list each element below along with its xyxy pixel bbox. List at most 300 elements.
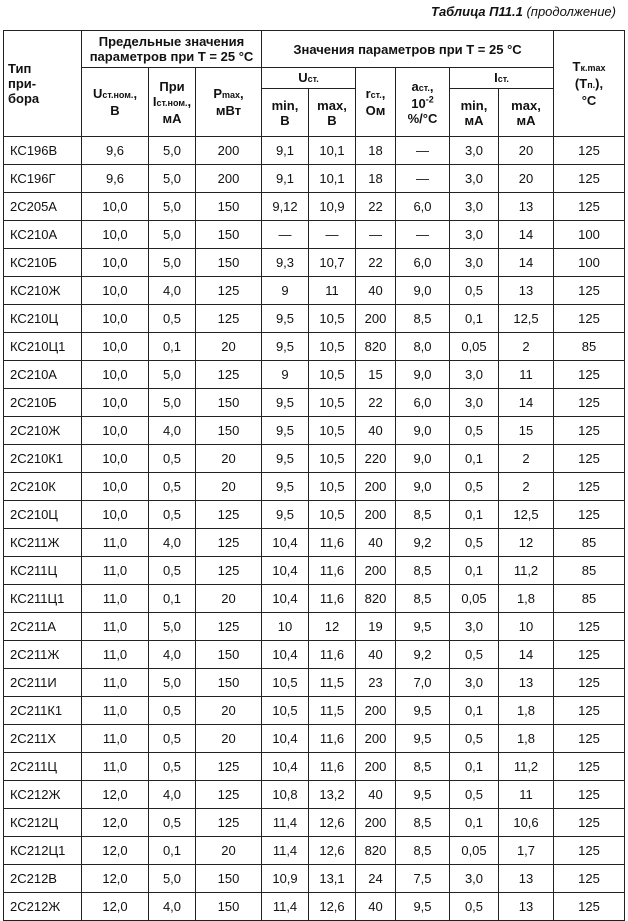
cell-u-nom: 11,0: [82, 585, 149, 613]
cell-p-max: 150: [196, 641, 262, 669]
cell-p-max: 125: [196, 501, 262, 529]
cell-u-min: 10,5: [262, 669, 309, 697]
table-row: [4, 837, 625, 865]
cell-u-max: 11,6: [309, 753, 356, 781]
cell-r: 200: [356, 809, 396, 837]
cell-u-min: 11,4: [262, 809, 309, 837]
cell-u-min: 10,4: [262, 585, 309, 613]
cell-p-max: 125: [196, 529, 262, 557]
cell-u-nom: 11,0: [82, 697, 149, 725]
cell-t: 125: [554, 613, 625, 641]
cell-u-nom: 10,0: [82, 305, 149, 333]
cell-p-max: 150: [196, 389, 262, 417]
cell-u-max: 10,9: [309, 193, 356, 221]
cell-type: КС212Ц1: [4, 837, 82, 865]
cell-i-min: 3,0: [450, 249, 499, 277]
cell-t: 125: [554, 641, 625, 669]
cell-i-min: 0,5: [450, 893, 499, 921]
cell-u-min: 11,4: [262, 837, 309, 865]
cell-a: 9,0: [396, 361, 450, 389]
cell-u-max: 11,5: [309, 669, 356, 697]
cell-u-nom: 10,0: [82, 417, 149, 445]
cell-i-max: 13: [499, 669, 554, 697]
header-r-st: rст., Ом: [356, 68, 396, 137]
cell-u-max: —: [309, 221, 356, 249]
cell-i-max: 13: [499, 865, 554, 893]
cell-u-min: 10: [262, 613, 309, 641]
cell-t: 125: [554, 809, 625, 837]
cell-type: 2С211А: [4, 613, 82, 641]
table-row: [4, 361, 625, 389]
cell-r: 220: [356, 445, 396, 473]
cell-u-min: 10,5: [262, 697, 309, 725]
table-row: [4, 333, 625, 361]
table-row: [4, 249, 625, 277]
cell-a: 9,0: [396, 277, 450, 305]
cell-i-min: 3,0: [450, 613, 499, 641]
cell-u-max: 13,2: [309, 781, 356, 809]
cell-u-min: 10,4: [262, 529, 309, 557]
cell-i-min: 0,5: [450, 725, 499, 753]
cell-type: 2С210А: [4, 361, 82, 389]
cell-type: 2С205А: [4, 193, 82, 221]
cell-u-nom: 10,0: [82, 361, 149, 389]
parameters-table: [3, 30, 625, 921]
table-row: [4, 501, 625, 529]
cell-i-max: 2: [499, 473, 554, 501]
cell-type: 2С211И: [4, 669, 82, 697]
cell-u-max: 10,5: [309, 361, 356, 389]
cell-i-nom: 5,0: [149, 165, 196, 193]
cell-type: 2С210К1: [4, 445, 82, 473]
table-row: [4, 221, 625, 249]
cell-type: КС211Ц1: [4, 585, 82, 613]
cell-u-min: 10,4: [262, 641, 309, 669]
cell-t: 125: [554, 277, 625, 305]
cell-a: —: [396, 165, 450, 193]
cell-a: 6,0: [396, 193, 450, 221]
cell-r: 23: [356, 669, 396, 697]
header-u-st: Uст.: [262, 68, 356, 89]
cell-u-min: 10,4: [262, 557, 309, 585]
table-row: [4, 809, 625, 837]
cell-u-nom: 10,0: [82, 501, 149, 529]
cell-u-min: 9,5: [262, 445, 309, 473]
cell-t: 85: [554, 585, 625, 613]
header-i-max: max, мА: [499, 89, 554, 137]
cell-r: 15: [356, 361, 396, 389]
cell-u-min: 10,8: [262, 781, 309, 809]
cell-u-max: 10,7: [309, 249, 356, 277]
header-i-min: min, мА: [450, 89, 499, 137]
table-header: [4, 31, 625, 137]
cell-i-min: 0,05: [450, 837, 499, 865]
cell-type: КС211Ц: [4, 557, 82, 585]
cell-u-nom: 11,0: [82, 753, 149, 781]
cell-type: КС210А: [4, 221, 82, 249]
table-row: [4, 445, 625, 473]
cell-u-max: 12: [309, 613, 356, 641]
cell-u-min: 9,5: [262, 389, 309, 417]
cell-u-nom: 10,0: [82, 277, 149, 305]
cell-i-max: 20: [499, 165, 554, 193]
cell-u-nom: 12,0: [82, 837, 149, 865]
cell-u-min: 9,5: [262, 333, 309, 361]
cell-type: КС211Ж: [4, 529, 82, 557]
cell-a: 9,0: [396, 445, 450, 473]
cell-i-min: 0,1: [450, 697, 499, 725]
cell-r: —: [356, 221, 396, 249]
cell-p-max: 150: [196, 249, 262, 277]
cell-i-nom: 4,0: [149, 417, 196, 445]
cell-r: 820: [356, 837, 396, 865]
cell-u-max: 11,6: [309, 529, 356, 557]
cell-i-nom: 0,5: [149, 725, 196, 753]
cell-type: 2С210Ц: [4, 501, 82, 529]
cell-p-max: 150: [196, 417, 262, 445]
cell-a: 9,0: [396, 417, 450, 445]
cell-u-nom: 10,0: [82, 249, 149, 277]
table-row: [4, 753, 625, 781]
cell-i-max: 14: [499, 221, 554, 249]
cell-u-nom: 10,0: [82, 389, 149, 417]
table-row: [4, 529, 625, 557]
cell-i-nom: 5,0: [149, 221, 196, 249]
cell-u-nom: 9,6: [82, 165, 149, 193]
cell-p-max: 20: [196, 445, 262, 473]
cell-i-nom: 5,0: [149, 193, 196, 221]
cell-t: 125: [554, 193, 625, 221]
cell-i-nom: 4,0: [149, 277, 196, 305]
cell-u-max: 11,6: [309, 557, 356, 585]
table-row: [4, 473, 625, 501]
header-type-label: Тип при-бора: [8, 61, 40, 106]
cell-type: КС196Г: [4, 165, 82, 193]
cell-i-min: 0,5: [450, 781, 499, 809]
cell-i-max: 13: [499, 193, 554, 221]
cell-i-min: 3,0: [450, 193, 499, 221]
cell-r: 200: [356, 473, 396, 501]
cell-u-nom: 11,0: [82, 641, 149, 669]
cell-u-max: 11: [309, 277, 356, 305]
cell-i-max: 11: [499, 781, 554, 809]
table-row: [4, 137, 625, 165]
cell-type: 2С211К1: [4, 697, 82, 725]
cell-a: 6,0: [396, 249, 450, 277]
cell-u-min: 9,5: [262, 501, 309, 529]
cell-i-max: 1,8: [499, 585, 554, 613]
cell-r: 40: [356, 781, 396, 809]
cell-t: 85: [554, 557, 625, 585]
cell-t: 125: [554, 473, 625, 501]
cell-a: 9,5: [396, 893, 450, 921]
cell-u-max: 10,5: [309, 305, 356, 333]
cell-t: 125: [554, 725, 625, 753]
cell-a: 8,5: [396, 501, 450, 529]
cell-r: 820: [356, 333, 396, 361]
table-row: [4, 165, 625, 193]
cell-i-nom: 0,5: [149, 445, 196, 473]
cell-i-min: 3,0: [450, 137, 499, 165]
cell-u-nom: 11,0: [82, 669, 149, 697]
table-row: [4, 585, 625, 613]
table-body: [4, 137, 625, 921]
cell-r: 820: [356, 585, 396, 613]
header-u-nom: Uст.ном., В: [82, 68, 149, 137]
cell-i-min: 0,5: [450, 641, 499, 669]
cell-t: 125: [554, 865, 625, 893]
cell-r: 200: [356, 753, 396, 781]
cell-r: 22: [356, 389, 396, 417]
cell-u-nom: 10,0: [82, 221, 149, 249]
cell-u-min: 10,4: [262, 753, 309, 781]
cell-t: 125: [554, 669, 625, 697]
cell-a: —: [396, 221, 450, 249]
cell-i-min: 3,0: [450, 865, 499, 893]
cell-t: 125: [554, 165, 625, 193]
cell-type: КС210Ц1: [4, 333, 82, 361]
cell-t: 125: [554, 837, 625, 865]
cell-i-min: 0,1: [450, 305, 499, 333]
cell-u-max: 12,6: [309, 837, 356, 865]
cell-i-max: 14: [499, 641, 554, 669]
cell-a: 7,5: [396, 865, 450, 893]
cell-t: 125: [554, 501, 625, 529]
cell-i-max: 11,2: [499, 753, 554, 781]
cell-r: 200: [356, 697, 396, 725]
cell-p-max: 20: [196, 473, 262, 501]
cell-i-nom: 0,1: [149, 585, 196, 613]
cell-i-nom: 0,5: [149, 501, 196, 529]
cell-u-nom: 9,6: [82, 137, 149, 165]
cell-u-max: 10,5: [309, 445, 356, 473]
table-row: [4, 613, 625, 641]
cell-a: 8,5: [396, 585, 450, 613]
table-row: [4, 725, 625, 753]
cell-r: 40: [356, 277, 396, 305]
cell-p-max: 20: [196, 725, 262, 753]
cell-u-min: —: [262, 221, 309, 249]
table-row: [4, 277, 625, 305]
cell-t: 125: [554, 445, 625, 473]
cell-u-nom: 10,0: [82, 473, 149, 501]
cell-a: 9,5: [396, 781, 450, 809]
cell-u-min: 9,1: [262, 165, 309, 193]
cell-i-nom: 0,5: [149, 305, 196, 333]
cell-i-nom: 0,5: [149, 557, 196, 585]
cell-i-min: 0,1: [450, 557, 499, 585]
cell-type: 2С212Ж: [4, 893, 82, 921]
cell-t: 125: [554, 361, 625, 389]
cell-u-max: 11,6: [309, 725, 356, 753]
cell-i-max: 10,6: [499, 809, 554, 837]
cell-i-nom: 4,0: [149, 893, 196, 921]
cell-i-nom: 0,5: [149, 809, 196, 837]
cell-r: 18: [356, 165, 396, 193]
cell-a: 7,0: [396, 669, 450, 697]
cell-i-min: 0,1: [450, 501, 499, 529]
cell-i-nom: 5,0: [149, 865, 196, 893]
cell-i-min: 0,5: [450, 417, 499, 445]
cell-type: 2С211Х: [4, 725, 82, 753]
cell-p-max: 20: [196, 837, 262, 865]
cell-a: 9,2: [396, 641, 450, 669]
cell-a: 8,5: [396, 809, 450, 837]
cell-i-min: 3,0: [450, 389, 499, 417]
cell-i-min: 0,05: [450, 585, 499, 613]
cell-i-nom: 5,0: [149, 613, 196, 641]
table-row: [4, 893, 625, 921]
cell-p-max: 200: [196, 137, 262, 165]
cell-p-max: 125: [196, 305, 262, 333]
cell-i-nom: 0,5: [149, 697, 196, 725]
cell-p-max: 125: [196, 613, 262, 641]
table-row: [4, 697, 625, 725]
cell-u-min: 11,4: [262, 893, 309, 921]
cell-u-nom: 11,0: [82, 613, 149, 641]
cell-i-min: 3,0: [450, 221, 499, 249]
cell-i-nom: 0,5: [149, 753, 196, 781]
cell-i-nom: 5,0: [149, 249, 196, 277]
header-p-max: Pmax, мВт: [196, 68, 262, 137]
cell-u-min: 9: [262, 277, 309, 305]
cell-u-min: 9,1: [262, 137, 309, 165]
table-row: [4, 669, 625, 697]
cell-p-max: 150: [196, 221, 262, 249]
cell-type: 2С210Б: [4, 389, 82, 417]
cell-t: 100: [554, 249, 625, 277]
cell-u-min: 9,5: [262, 305, 309, 333]
cell-i-min: 3,0: [450, 669, 499, 697]
cell-i-min: 0,1: [450, 809, 499, 837]
cell-u-max: 11,6: [309, 641, 356, 669]
cell-a: 6,0: [396, 389, 450, 417]
cell-a: 8,5: [396, 837, 450, 865]
cell-u-nom: 10,0: [82, 445, 149, 473]
cell-r: 19: [356, 613, 396, 641]
cell-i-nom: 5,0: [149, 361, 196, 389]
cell-u-min: 9,5: [262, 473, 309, 501]
table-caption: [431, 4, 616, 19]
cell-p-max: 125: [196, 781, 262, 809]
cell-u-max: 12,6: [309, 809, 356, 837]
cell-i-max: 15: [499, 417, 554, 445]
cell-i-max: 11,2: [499, 557, 554, 585]
cell-i-min: 0,5: [450, 277, 499, 305]
cell-t: 125: [554, 697, 625, 725]
cell-t: 125: [554, 781, 625, 809]
table-row: [4, 417, 625, 445]
cell-p-max: 125: [196, 809, 262, 837]
header-i-st: Iст.: [450, 68, 554, 89]
cell-type: КС212Ц: [4, 809, 82, 837]
cell-i-nom: 4,0: [149, 781, 196, 809]
cell-u-nom: 12,0: [82, 809, 149, 837]
cell-u-max: 10,5: [309, 389, 356, 417]
cell-u-nom: 10,0: [82, 193, 149, 221]
cell-r: 200: [356, 501, 396, 529]
table-caption-note: (продолжение): [526, 4, 616, 19]
cell-u-max: 10,5: [309, 333, 356, 361]
cell-p-max: 150: [196, 193, 262, 221]
cell-r: 40: [356, 893, 396, 921]
cell-p-max: 150: [196, 669, 262, 697]
cell-type: 2С210Ж: [4, 417, 82, 445]
cell-t: 100: [554, 221, 625, 249]
cell-r: 200: [356, 725, 396, 753]
cell-p-max: 20: [196, 697, 262, 725]
cell-r: 200: [356, 557, 396, 585]
header-a-st: aст., $10^{-2}$ %/°C: [396, 68, 450, 137]
cell-a: 8,5: [396, 753, 450, 781]
cell-r: 40: [356, 417, 396, 445]
header-u-max: max, В: [309, 89, 356, 137]
cell-i-max: 10: [499, 613, 554, 641]
header-values-group: Значения параметров при T = 25 °C: [262, 31, 554, 68]
cell-u-nom: 12,0: [82, 893, 149, 921]
cell-r: 200: [356, 305, 396, 333]
cell-r: 40: [356, 529, 396, 557]
cell-i-max: 11: [499, 361, 554, 389]
cell-t: 125: [554, 893, 625, 921]
cell-type: 2С211Ц: [4, 753, 82, 781]
table-row: [4, 305, 625, 333]
cell-i-nom: 5,0: [149, 137, 196, 165]
cell-i-nom: 5,0: [149, 669, 196, 697]
header-t-max: Tк.max (Tп.), °C: [554, 31, 625, 137]
cell-t: 125: [554, 417, 625, 445]
header-u-min: min, В: [262, 89, 309, 137]
cell-i-max: 2: [499, 445, 554, 473]
cell-i-max: 13: [499, 893, 554, 921]
cell-p-max: 20: [196, 333, 262, 361]
cell-p-max: 125: [196, 277, 262, 305]
cell-u-nom: 11,0: [82, 725, 149, 753]
cell-u-max: 10,5: [309, 501, 356, 529]
cell-a: 9,5: [396, 697, 450, 725]
cell-p-max: 150: [196, 893, 262, 921]
cell-type: КС210Ж: [4, 277, 82, 305]
cell-i-min: 0,1: [450, 753, 499, 781]
cell-i-min: 3,0: [450, 165, 499, 193]
cell-t: 85: [554, 529, 625, 557]
cell-i-max: 20: [499, 137, 554, 165]
cell-i-nom: 0,5: [149, 473, 196, 501]
cell-i-min: 0,1: [450, 445, 499, 473]
cell-i-max: 1,7: [499, 837, 554, 865]
cell-u-min: 10,9: [262, 865, 309, 893]
header-limit-group: Предельные значения параметров при T = 25 °C: [82, 31, 262, 68]
cell-p-max: 125: [196, 557, 262, 585]
cell-u-min: 9: [262, 361, 309, 389]
cell-u-nom: 11,0: [82, 529, 149, 557]
cell-i-max: 1,8: [499, 697, 554, 725]
cell-i-min: 3,0: [450, 361, 499, 389]
cell-type: КС196В: [4, 137, 82, 165]
header-i-nom: При Iст.ном., мА: [149, 68, 196, 137]
cell-a: 9,0: [396, 473, 450, 501]
cell-a: 9,5: [396, 725, 450, 753]
cell-type: 2С210К: [4, 473, 82, 501]
cell-i-min: 0,5: [450, 529, 499, 557]
cell-u-nom: 11,0: [82, 557, 149, 585]
cell-t: 125: [554, 389, 625, 417]
cell-t: 125: [554, 753, 625, 781]
cell-u-max: 10,5: [309, 417, 356, 445]
cell-p-max: 150: [196, 865, 262, 893]
cell-p-max: 125: [196, 361, 262, 389]
cell-r: 40: [356, 641, 396, 669]
